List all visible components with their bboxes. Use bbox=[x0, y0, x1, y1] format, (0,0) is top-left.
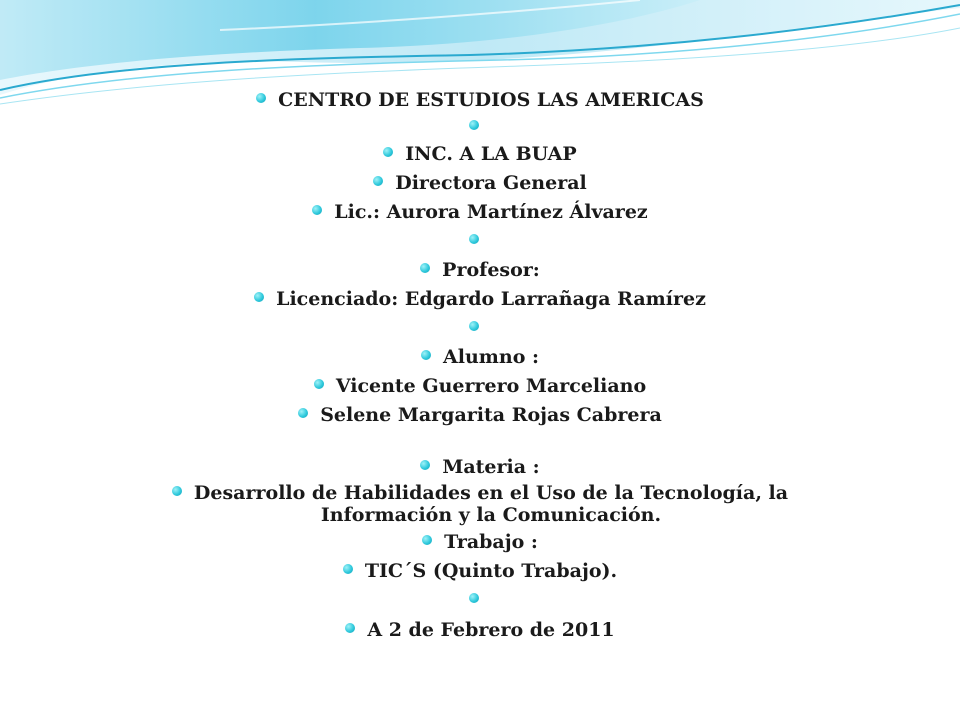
bullet-icon bbox=[314, 379, 324, 389]
bullet-icon bbox=[172, 486, 182, 496]
line-work-label: Trabajo : bbox=[60, 528, 900, 556]
line-empty bbox=[60, 114, 900, 140]
bullet-icon bbox=[469, 234, 479, 244]
line-student-2: Selene Margarita Rojas Cabrera bbox=[60, 401, 900, 430]
bullet-icon bbox=[469, 593, 479, 603]
bullet-icon bbox=[420, 460, 430, 470]
line-director-title: Directora General bbox=[60, 169, 900, 198]
bullet-icon bbox=[383, 147, 393, 157]
line-student-1: Vicente Guerrero Marceliano bbox=[60, 372, 900, 401]
bullet-icon bbox=[469, 321, 479, 331]
line-incorporation: INC. A LA BUAP bbox=[60, 140, 900, 169]
subject-text: Desarrollo de Habilidades en el Uso de la Tecnología, la Información y la Comunicación. bbox=[193, 482, 789, 526]
slide-content bbox=[60, 86, 900, 645]
bullet-icon bbox=[345, 623, 355, 633]
line-institution: CENTRO DE ESTUDIOS LAS AMERICAS bbox=[60, 86, 900, 114]
line-subject-label: Materia : bbox=[60, 452, 900, 482]
line-professor-label: Profesor: bbox=[60, 255, 900, 285]
bullet-icon bbox=[421, 350, 431, 360]
line-subject-name bbox=[60, 482, 900, 528]
bullet-icon bbox=[420, 263, 430, 273]
spacer bbox=[60, 430, 900, 452]
line-date: A 2 de Febrero de 2011 bbox=[60, 615, 900, 645]
line-student-label: Alumno : bbox=[60, 343, 900, 372]
line-professor-name: Licenciado: Edgardo Larrañaga Ramírez bbox=[60, 285, 900, 314]
line-empty bbox=[60, 586, 900, 615]
line-empty bbox=[60, 314, 900, 343]
bullet-icon bbox=[298, 408, 308, 418]
bullet-icon bbox=[373, 176, 383, 186]
line-empty bbox=[60, 227, 900, 255]
line-director-name: Lic.: Aurora Martínez Álvarez bbox=[60, 198, 900, 227]
bullet-icon bbox=[256, 93, 266, 103]
bullet-icon bbox=[312, 205, 322, 215]
bullet-icon bbox=[422, 535, 432, 545]
bullet-icon bbox=[469, 120, 479, 130]
bullet-icon bbox=[254, 292, 264, 302]
bullet-icon bbox=[343, 564, 353, 574]
line-work-name: TIC´S (Quinto Trabajo). bbox=[60, 556, 900, 586]
